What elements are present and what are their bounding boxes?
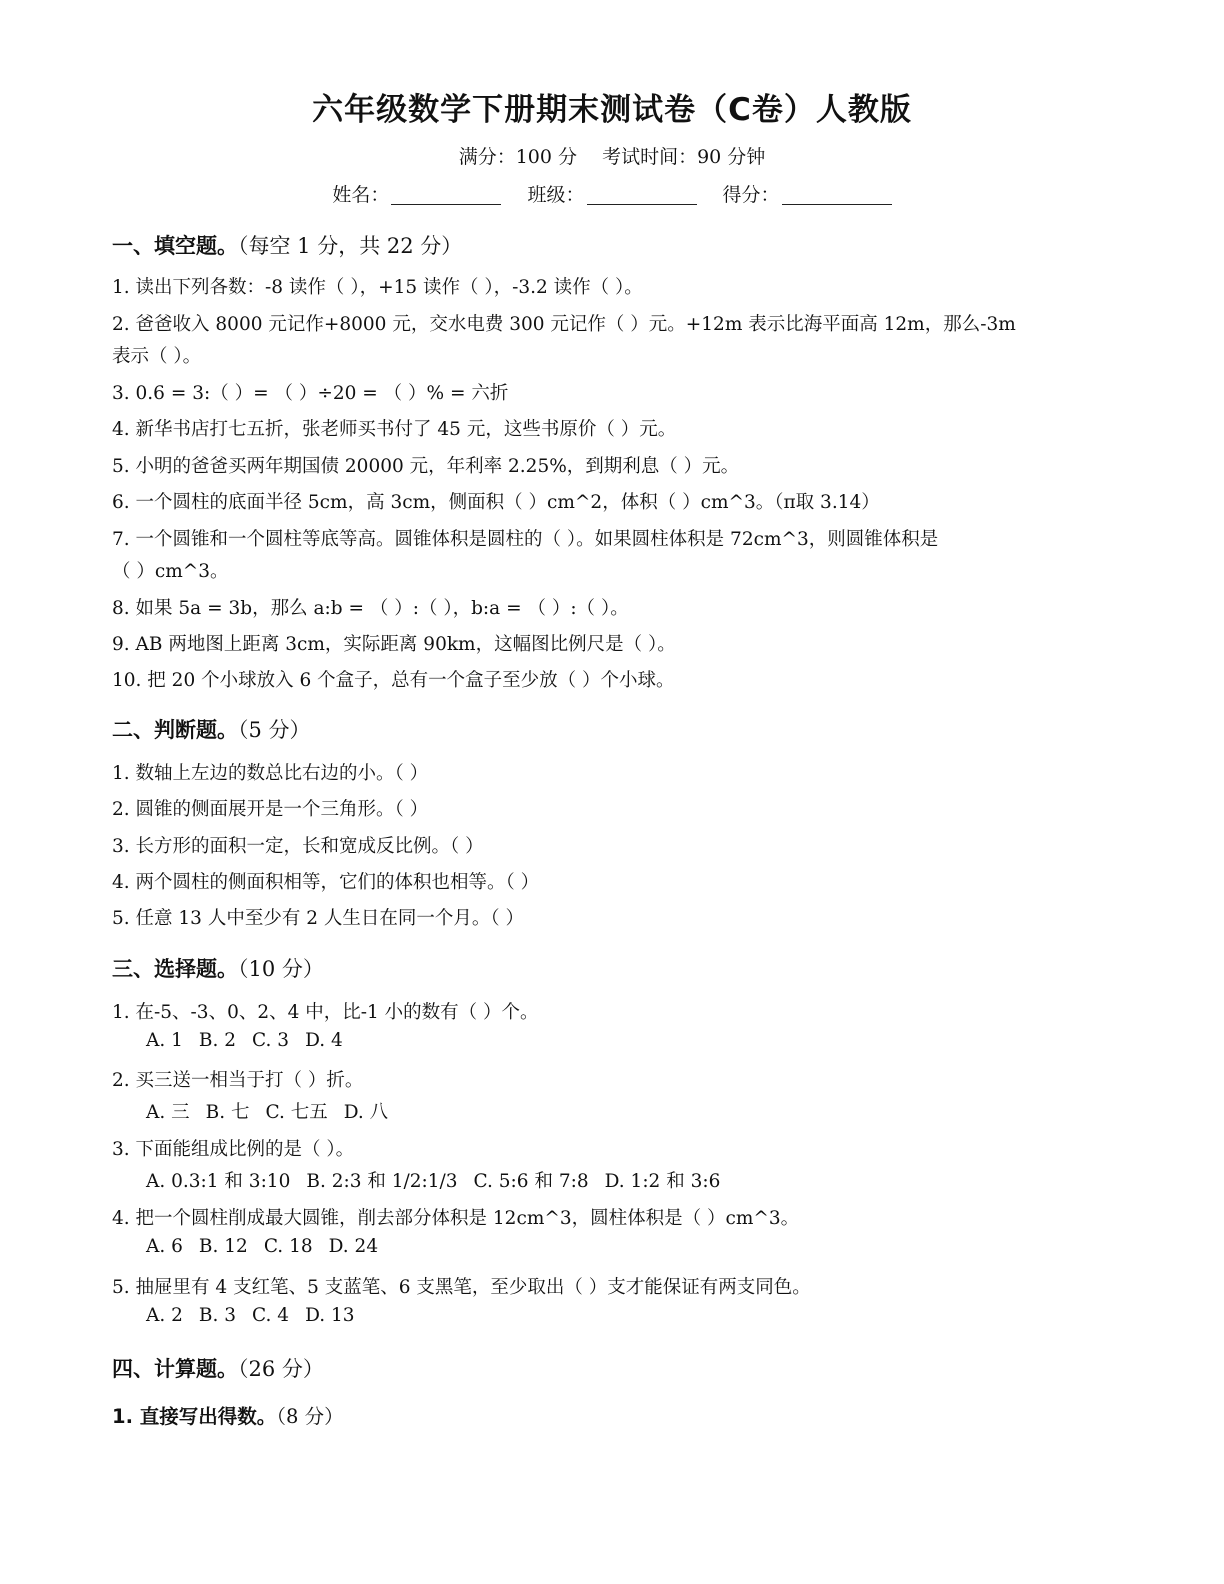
section-title: 三、选择题。 <box>112 957 238 981</box>
choice-option: D. 八 <box>343 1102 389 1123</box>
question-line: 2. 买三送一相当于打（ ）折。 <box>112 1070 364 1091</box>
score-blank <box>782 184 892 205</box>
question-line: 1. 数轴上左边的数总比右边的小。（ ） <box>112 763 429 784</box>
question-line: 4. 两个圆柱的侧面积相等，它们的体积也相等。（ ） <box>112 872 540 893</box>
subsection-points: （8 分） <box>276 1405 344 1428</box>
choice-options <box>146 1098 404 1124</box>
section-points: （26 分） <box>238 1357 324 1381</box>
choice-option: C. 18 <box>263 1236 313 1257</box>
choice-options <box>146 1305 371 1326</box>
name-field <box>332 180 501 207</box>
section-fill-blank-heading <box>112 230 462 260</box>
question-line: 10. 把 20 个小球放入 6 个盒子，总有一个盒子至少放（ ）个小球。 <box>112 670 675 691</box>
section-calculation-heading <box>112 1353 324 1383</box>
question-line: 3. 下面能组成比例的是（ ）。 <box>112 1139 355 1160</box>
question-line: 5. 小明的爸爸买两年期国债 20000 元，年利率 2.25%，到期利息（ ）元。 <box>112 456 740 477</box>
page-title: 六年级数学下册期末测试卷（C卷）人教版 <box>312 92 912 128</box>
choice-options <box>146 1236 394 1257</box>
question-line: 3. 长方形的面积一定，长和宽成反比例。（ ） <box>112 836 484 857</box>
class-label: 班级： <box>527 184 585 206</box>
question-line: 9. AB 两地图上距离 3cm，实际距离 90km，这幅图比例尺是（ ）。 <box>112 634 676 655</box>
question-line: 3. 0.6 = 3:（ ）= （ ）÷20 = （ ）% = 六折 <box>112 383 509 404</box>
choice-option: B. 2:3 和 1/2:1/3 <box>306 1171 458 1192</box>
question-line: 5. 任意 13 人中至少有 2 人生日在同一个月。（ ） <box>112 908 524 929</box>
question-line: 1. 在-5、-3、0、2、4 中，比-1 小的数有（ ）个。 <box>112 1002 539 1023</box>
score-label: 得分： <box>722 184 780 206</box>
score-field <box>723 180 892 207</box>
choice-option: A. 2 <box>146 1305 183 1326</box>
section-title: 四、计算题。 <box>112 1357 238 1381</box>
choice-option: C. 3 <box>252 1030 290 1051</box>
question-line: （ ）cm^3。 <box>112 561 229 582</box>
name-blank <box>391 184 501 205</box>
question-line: 4. 把一个圆柱削成最大圆锥，削去部分体积是 12cm^3，圆柱体积是（ ）cm^3。 <box>112 1208 800 1229</box>
section-title: 一、填空题。 <box>112 234 238 258</box>
question-line: 4. 新华书店打七五折，张老师买书付了 45 元，这些书原价（ ）元。 <box>112 419 677 440</box>
choice-option: A. 6 <box>146 1236 183 1257</box>
question-line: 1. 读出下列各数：-8 读作（ ），+15 读作（ ），-3.2 读作（ ）。 <box>112 277 643 298</box>
choice-option: A. 三 <box>146 1102 190 1123</box>
choice-option: C. 4 <box>252 1305 290 1326</box>
subsection-title: 1. 直接写出得数。 <box>112 1405 277 1428</box>
choice-options <box>146 1167 736 1193</box>
question-line: 8. 如果 5a = 3b，那么 a:b = （ ）:（ ），b:a = （ ）:（ ）。 <box>112 598 629 619</box>
choice-option: C. 七五 <box>265 1102 328 1123</box>
question-line: 6. 一个圆柱的底面半径 5cm，高 3cm，侧面积（ ）cm^2，体积（ ）cm^3。（π取 3.14） <box>112 492 880 513</box>
choice-option: B. 七 <box>205 1102 250 1123</box>
section-points: （每空 1 分，共 22 分） <box>238 234 463 258</box>
question-line: 2. 圆锥的侧面展开是一个三角形。（ ） <box>112 799 429 820</box>
class-field <box>527 180 696 207</box>
section-multiple-choice-heading <box>112 953 324 983</box>
choice-option: B. 3 <box>198 1305 237 1326</box>
choice-option: D. 4 <box>305 1030 343 1051</box>
section-points: （5 分） <box>238 718 311 742</box>
section-title: 二、判断题。 <box>112 718 238 742</box>
question-line: 2. 爸爸收入 8000 元记作+8000 元，交水电费 300 元记作（ ）元。+12m 表示比海平面高 12m，那么-3m <box>112 314 1016 335</box>
name-label: 姓名： <box>332 184 390 206</box>
section-points: （10 分） <box>238 957 324 981</box>
question-line: 表示（ ）。 <box>112 346 202 367</box>
choice-option: A. 1 <box>146 1030 183 1051</box>
class-blank <box>587 184 697 205</box>
choice-option: D. 24 <box>328 1236 379 1257</box>
question-line: 5. 抽屉里有 4 支红笔、5 支蓝笔、6 支黑笔，至少取出（ ）支才能保证有两支同色。 <box>112 1277 811 1298</box>
section-true-false-heading <box>112 714 311 744</box>
question-line: 7. 一个圆锥和一个圆柱等底等高。圆锥体积是圆柱的（ ）。如果圆柱体积是 72cm^3，则圆锥体积是 <box>112 529 939 550</box>
choice-option: C. 5:6 和 7:8 <box>473 1171 589 1192</box>
choice-option: B. 12 <box>198 1236 248 1257</box>
choice-option: A. 0.3:1 和 3:10 <box>146 1171 291 1192</box>
choice-option: D. 13 <box>305 1305 355 1326</box>
choice-option: D. 1:2 和 3:6 <box>604 1171 721 1192</box>
exam-subtitle: 满分：100 分 考试时间：90 分钟 <box>458 146 766 168</box>
subsection-heading <box>112 1401 344 1429</box>
choice-option: B. 2 <box>198 1030 237 1051</box>
choice-options <box>146 1030 359 1051</box>
student-info-row <box>0 180 1224 207</box>
